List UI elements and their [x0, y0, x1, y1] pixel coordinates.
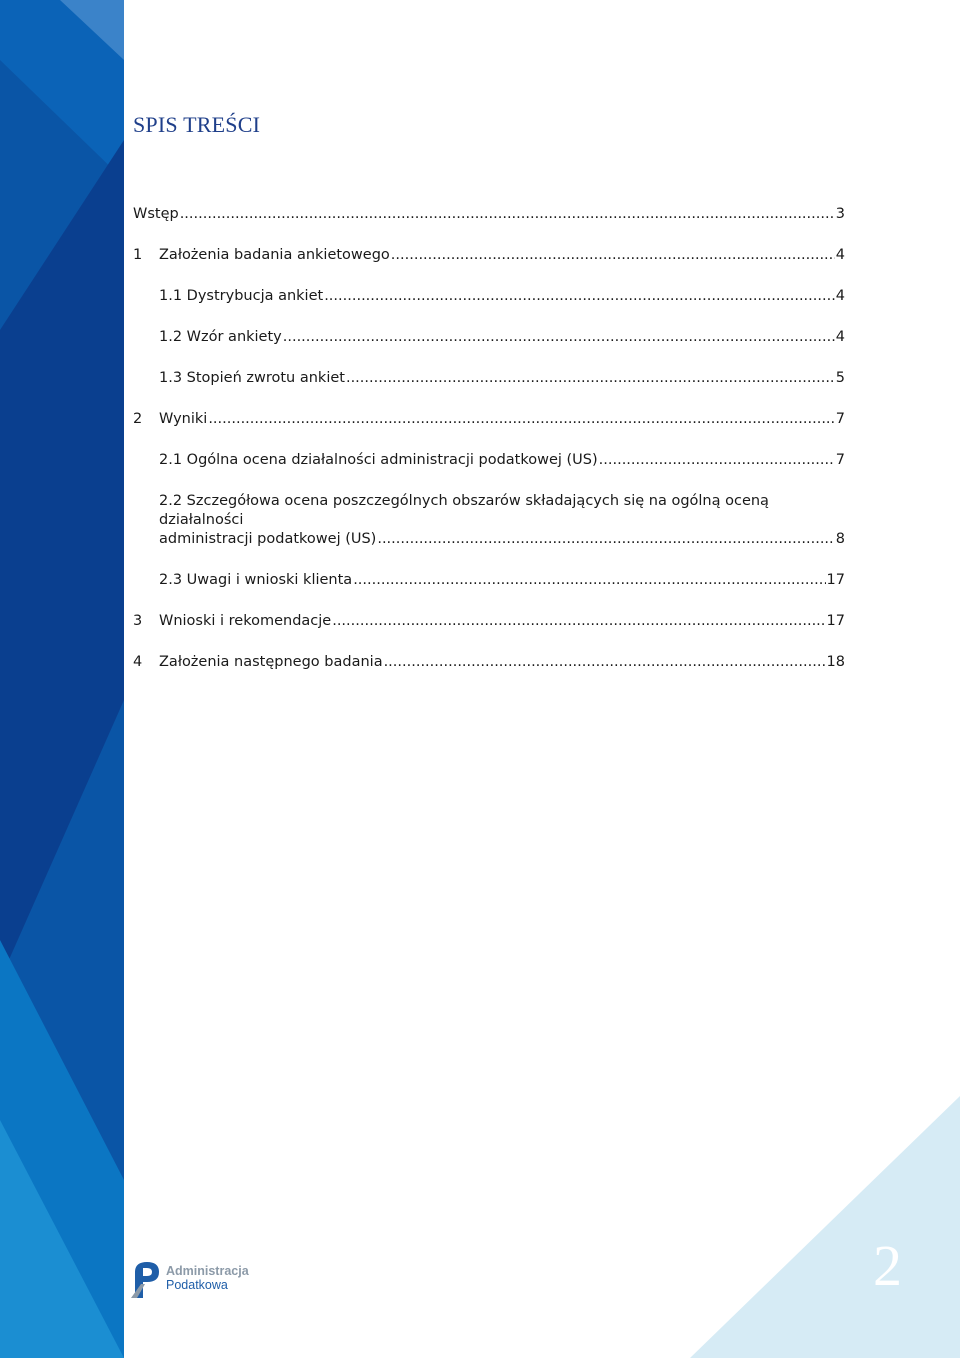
page-title: SPIS TREŚCI — [133, 112, 261, 137]
toc-leader-dots — [208, 410, 834, 429]
administracja-podatkowa-logo-icon — [131, 1258, 163, 1298]
toc-entry-text: 2.1 Ogólna ocena działalności administracji podatkowej (US) — [159, 452, 598, 468]
toc-page-number: 4 — [835, 329, 845, 345]
side-band-graphic — [0, 0, 124, 1358]
toc-entry[interactable] — [133, 612, 845, 631]
toc-leader-dots — [384, 653, 826, 672]
toc-leader-dots — [391, 246, 835, 265]
toc-entry-text: Wstęp — [133, 206, 179, 222]
toc-entry[interactable] — [133, 205, 845, 224]
toc-page-number: 4 — [835, 247, 845, 263]
toc-section-number: 3 — [133, 613, 143, 629]
toc-entry-line2 — [159, 530, 845, 549]
toc-page-number: 8 — [835, 531, 845, 547]
toc-entry-text-line1: 2.2 Szczegółowa ocena poszczególnych obszarów składających się na ogólną oceną działalności — [159, 493, 769, 528]
toc-page-number: 18 — [826, 654, 845, 670]
toc-entry-text: 1.2 Wzór ankiety — [159, 329, 282, 345]
toc-leader-dots — [353, 571, 825, 590]
corner-triangle-graphic — [690, 1096, 960, 1358]
administracja-podatkowa-logo — [131, 1258, 249, 1298]
toc-section-number: 1 — [133, 247, 143, 263]
toc-entry[interactable] — [133, 653, 845, 672]
toc-entry-text: Wnioski i rekomendacje — [159, 613, 332, 629]
toc-leader-dots — [346, 369, 835, 388]
toc-entry-text: 2.3 Uwagi i wnioski klienta — [159, 572, 353, 588]
toc-entry[interactable] — [133, 451, 845, 470]
toc-entry[interactable] — [133, 410, 845, 429]
toc-page-number: 7 — [835, 452, 845, 468]
toc-page-number: 4 — [835, 288, 845, 304]
toc-leader-dots — [377, 530, 834, 549]
corner-decoration — [690, 1096, 960, 1358]
toc-entry[interactable] — [133, 328, 845, 347]
toc-leader-dots — [283, 328, 835, 347]
logo-text — [166, 1264, 249, 1292]
toc-entry-text: 1.1 Dystrybucja ankiet — [159, 288, 324, 304]
toc-entry-text: Założenia następnego badania — [159, 654, 383, 670]
toc-entry[interactable] — [133, 571, 845, 590]
toc-leader-dots — [180, 205, 835, 224]
logo-line1: Administracja — [166, 1264, 249, 1278]
table-of-contents — [133, 205, 845, 694]
page-number: 2 — [873, 1233, 902, 1298]
toc-entry[interactable] — [133, 246, 845, 265]
toc-section-number: 2 — [133, 411, 143, 427]
toc-page-number: 17 — [826, 572, 845, 588]
toc-entry-text: 1.3 Stopień zwrotu ankiet — [159, 370, 345, 386]
toc-entry[interactable] — [133, 287, 845, 306]
toc-entry[interactable] — [133, 369, 845, 388]
logo-line2: Podatkowa — [166, 1278, 228, 1292]
toc-entry[interactable] — [133, 492, 845, 549]
toc-leader-dots — [324, 287, 835, 306]
toc-entry-text-line2: administracji podatkowej (US) — [159, 531, 377, 547]
toc-section-number: 4 — [133, 654, 143, 670]
toc-page-number: 5 — [835, 370, 845, 386]
toc-page-number: 3 — [835, 206, 845, 222]
toc-page-number: 17 — [826, 613, 845, 629]
toc-leader-dots — [599, 451, 835, 470]
toc-entry-text: Wyniki — [159, 411, 208, 427]
side-decoration-band — [0, 0, 124, 1358]
toc-entry-text: Założenia badania ankietowego — [159, 247, 390, 263]
toc-leader-dots — [332, 612, 825, 631]
toc-page-number: 7 — [835, 411, 845, 427]
